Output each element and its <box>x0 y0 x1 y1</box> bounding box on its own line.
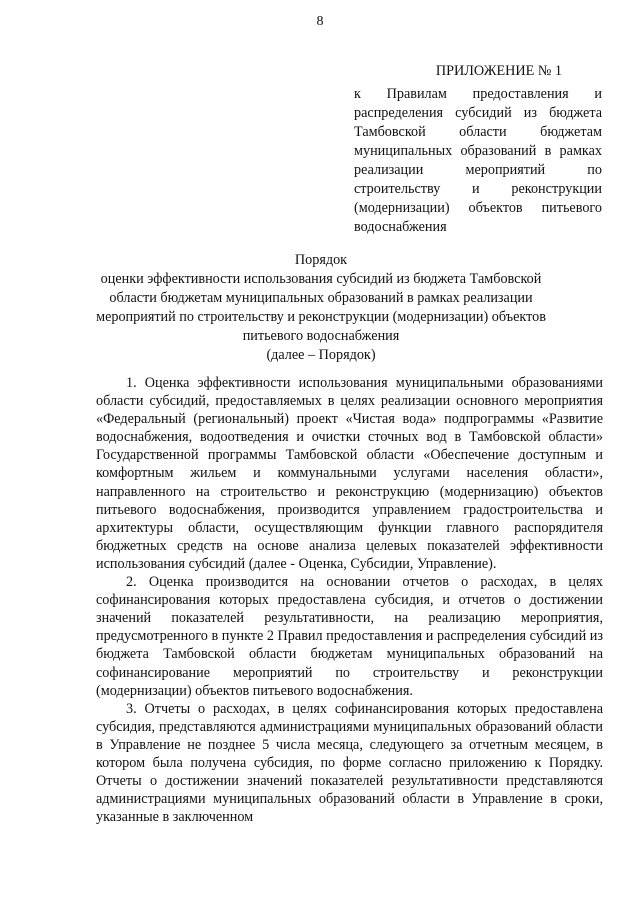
heading-subtitle: оценки эффективности использования субсидий из бюджета Тамбовской области бюджетам муниципальных образований в рамках реализации мероприятий по строительству и реконструкции (модернизации) объектов питьевого водоснабжения <box>96 271 546 344</box>
paragraph-3: 3. Отчеты о расходах, в целях софинансирования которых предоставлена субсидия, представляются администрациями муниципальных образований области в Управление не позднее 5 числа месяца, следующего за отчетным месяцем, в котором была получена субсидия, по форме согласно приложению к Порядку. Отчеты о достижении значений показателей результативности представляются администрациями муниципальных образований области в Управление в сроки, указанные в заключенном <box>96 700 603 826</box>
heading-title: Порядок <box>294 252 348 268</box>
document-body <box>96 374 603 826</box>
appendix-title: ПРИЛОЖЕНИЕ № 1 <box>435 63 562 79</box>
heading-note: (далее – Порядок) <box>266 347 376 363</box>
appendix-block <box>354 62 602 237</box>
document-heading <box>96 251 546 365</box>
paragraph-2: 2. Оценка производится на основании отчетов о расходах, в целях софинансирования которых предоставлена субсидия, и отчетов о достижении значений показателей результативности, на реализацию мероприятия, предусмотренного в пункте 2 Правил предоставления и распределения субсидий из бюджета Тамбовской области бюджетам муниципальных образований на софинансирование мероприятий по строительству и реконструкции (модернизации) объектов питьевого водоснабжения. <box>96 574 603 699</box>
page-number: 8 <box>316 14 324 29</box>
appendix-text: к Правилам предоставления и распределения субсидий из бюджета Тамбовской области бюджетам муниципальных образований в рамках реализации мероприятий по строительству и реконструкции (модернизации) объектов питьевого водоснабжения <box>354 86 602 235</box>
paragraph-1: 1. Оценка эффективности использования муниципальными образованиями области субсидий, предоставляемых в целях реализации основного мероприятия «Федеральный (региональный) проект «Чистая вода» подпрограммы «Развитие водоснабжения, водоотведения и очистки сточных вод в Тамбовской области» Государственной программы Тамбовской области «Обеспечение доступным и комфортным жильем и коммунальными услугами населения области», направленного на строительство и реконструкцию (модернизацию) объектов питьевого водоснабжения, производится управлением градостроительства и архитектуры области, осуществляющим функции главного распорядителя бюджетных средств на основе анализа целевых показателей эффективности использования субсидий (далее - Оценка, Субсидии, Управление). <box>96 375 603 572</box>
